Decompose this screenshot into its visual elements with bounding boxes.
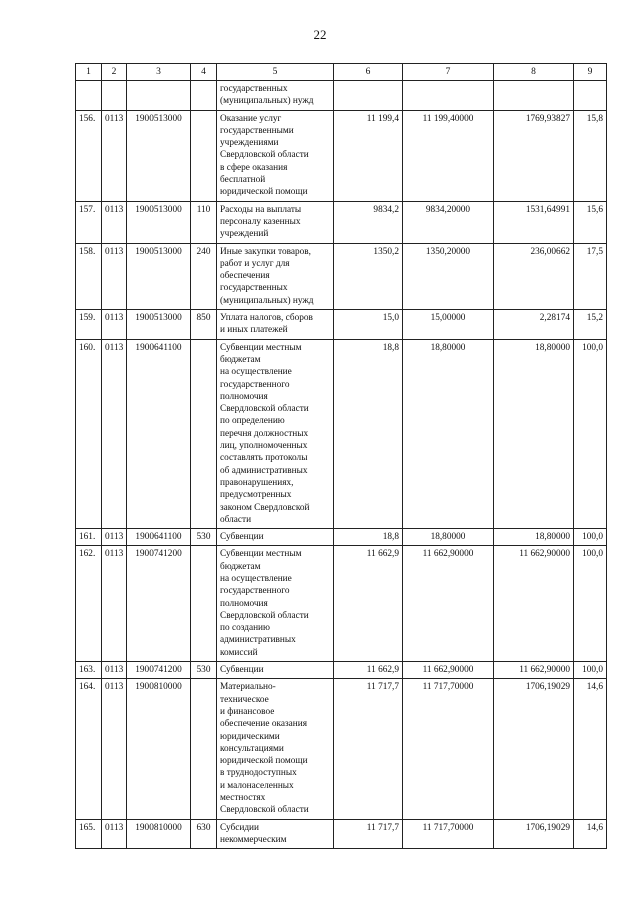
column-header: 1: [76, 64, 102, 81]
refined-amount-cell: 11 662,90000: [403, 662, 494, 679]
expense-type-cell: 630: [191, 819, 217, 849]
table-row: [76, 679, 607, 819]
executed-amount-cell: 18,80000: [494, 339, 574, 528]
refined-amount-cell: 15,00000: [403, 310, 494, 340]
percent-cell: 100,0: [574, 529, 607, 546]
table-row: [76, 81, 607, 111]
target-article-cell: 1900810000: [127, 819, 191, 849]
percent-cell: 100,0: [574, 546, 607, 662]
row-number-cell: 159.: [76, 310, 102, 340]
description-cell: Субвенции местным бюджетам на осуществление государственного полномочия Свердловской области по определению перечня должностных лиц, уполномоченных составлять протоколы об административных правонарушениях, предусмотренных законом Свердловской области: [217, 339, 334, 528]
row-number-cell: 156.: [76, 110, 102, 201]
percent-cell: 100,0: [574, 662, 607, 679]
row-number-cell: 158.: [76, 243, 102, 309]
column-header: 3: [127, 64, 191, 81]
expense-type-cell: [191, 81, 217, 111]
column-header: 6: [334, 64, 403, 81]
percent-cell: 14,6: [574, 679, 607, 819]
target-article-cell: 1900513000: [127, 243, 191, 309]
expense-type-cell: 530: [191, 529, 217, 546]
approved-amount-cell: 11 199,4: [334, 110, 403, 201]
approved-amount-cell: 1350,2: [334, 243, 403, 309]
column-header: 9: [574, 64, 607, 81]
section-code-cell: 0113: [102, 546, 127, 662]
approved-amount-cell: 15,0: [334, 310, 403, 340]
table-row: [76, 310, 607, 340]
expense-type-cell: [191, 679, 217, 819]
percent-cell: 15,6: [574, 201, 607, 243]
section-code-cell: 0113: [102, 310, 127, 340]
table-row: [76, 529, 607, 546]
executed-amount-cell: 1531,64991: [494, 201, 574, 243]
executed-amount-cell: 18,80000: [494, 529, 574, 546]
table-row: [76, 339, 607, 528]
percent-cell: 15,2: [574, 310, 607, 340]
table-header-row: [76, 64, 607, 81]
executed-amount-cell: 11 662,90000: [494, 662, 574, 679]
target-article-cell: 1900810000: [127, 679, 191, 819]
row-number-cell: 157.: [76, 201, 102, 243]
target-article-cell: 1900641100: [127, 529, 191, 546]
percent-cell: 100,0: [574, 339, 607, 528]
percent-cell: [574, 81, 607, 111]
description-cell: Уплата налогов, сборов и иных платежей: [217, 310, 334, 340]
description-cell: Оказание услуг государственными учреждениями Свердловской области в сфере оказания бесплатной юридической помощи: [217, 110, 334, 201]
target-article-cell: 1900513000: [127, 201, 191, 243]
executed-amount-cell: 1769,93827: [494, 110, 574, 201]
row-number-cell: [76, 81, 102, 111]
expense-type-cell: [191, 339, 217, 528]
column-header: 2: [102, 64, 127, 81]
row-number-cell: 162.: [76, 546, 102, 662]
description-cell: Субвенции: [217, 662, 334, 679]
description-cell: государственных (муниципальных) нужд: [217, 81, 334, 111]
approved-amount-cell: 11 717,7: [334, 679, 403, 819]
expense-type-cell: [191, 546, 217, 662]
approved-amount-cell: 18,8: [334, 529, 403, 546]
target-article-cell: 1900513000: [127, 310, 191, 340]
table-row: [76, 110, 607, 201]
section-code-cell: 0113: [102, 679, 127, 819]
refined-amount-cell: 18,80000: [403, 529, 494, 546]
section-code-cell: [102, 81, 127, 111]
refined-amount-cell: 11 199,40000: [403, 110, 494, 201]
executed-amount-cell: 2,28174: [494, 310, 574, 340]
description-cell: Субвенции: [217, 529, 334, 546]
refined-amount-cell: [403, 81, 494, 111]
row-number-cell: 164.: [76, 679, 102, 819]
expense-type-cell: 240: [191, 243, 217, 309]
refined-amount-cell: 1350,20000: [403, 243, 494, 309]
approved-amount-cell: [334, 81, 403, 111]
target-article-cell: 1900741200: [127, 662, 191, 679]
table-row: [76, 819, 607, 849]
table-row: [76, 546, 607, 662]
table-row: [76, 662, 607, 679]
approved-amount-cell: 11 717,7: [334, 819, 403, 849]
expense-type-cell: 110: [191, 201, 217, 243]
section-code-cell: 0113: [102, 662, 127, 679]
refined-amount-cell: 18,80000: [403, 339, 494, 528]
description-cell: Материально- техническое и финансовое обеспечение оказания юридическими консультациями юридической помощи в труднодоступных и малонаселенных местностях Свердловской области: [217, 679, 334, 819]
description-cell: Иные закупки товаров, работ и услуг для обеспечения государственных (муниципальных) нужд: [217, 243, 334, 309]
description-cell: Расходы на выплаты персоналу казенных учреждений: [217, 201, 334, 243]
approved-amount-cell: 11 662,9: [334, 546, 403, 662]
description-cell: Субсидии некоммерческим: [217, 819, 334, 849]
target-article-cell: 1900741200: [127, 546, 191, 662]
executed-amount-cell: 1706,19029: [494, 679, 574, 819]
approved-amount-cell: 9834,2: [334, 201, 403, 243]
row-number-cell: 165.: [76, 819, 102, 849]
section-code-cell: 0113: [102, 201, 127, 243]
column-header: 5: [217, 64, 334, 81]
percent-cell: 14,6: [574, 819, 607, 849]
refined-amount-cell: 11 717,70000: [403, 819, 494, 849]
approved-amount-cell: 11 662,9: [334, 662, 403, 679]
section-code-cell: 0113: [102, 819, 127, 849]
section-code-cell: 0113: [102, 529, 127, 546]
refined-amount-cell: 11 662,90000: [403, 546, 494, 662]
executed-amount-cell: 1706,19029: [494, 819, 574, 849]
executed-amount-cell: 236,00662: [494, 243, 574, 309]
section-code-cell: 0113: [102, 243, 127, 309]
percent-cell: 17,5: [574, 243, 607, 309]
section-code-cell: 0113: [102, 110, 127, 201]
description-cell: Субвенции местным бюджетам на осуществление государственного полномочия Свердловской области по созданию административных комиссий: [217, 546, 334, 662]
executed-amount-cell: [494, 81, 574, 111]
expense-type-cell: 530: [191, 662, 217, 679]
approved-amount-cell: 18,8: [334, 339, 403, 528]
column-header: 7: [403, 64, 494, 81]
column-header: 4: [191, 64, 217, 81]
column-header: 8: [494, 64, 574, 81]
target-article-cell: [127, 81, 191, 111]
expense-type-cell: [191, 110, 217, 201]
section-code-cell: 0113: [102, 339, 127, 528]
refined-amount-cell: 11 717,70000: [403, 679, 494, 819]
row-number-cell: 163.: [76, 662, 102, 679]
table-row: [76, 201, 607, 243]
executed-amount-cell: 11 662,90000: [494, 546, 574, 662]
target-article-cell: 1900513000: [127, 110, 191, 201]
page-number: 22: [313, 27, 327, 42]
target-article-cell: 1900641100: [127, 339, 191, 528]
budget-table: [75, 63, 607, 849]
table-row: [76, 243, 607, 309]
percent-cell: 15,8: [574, 110, 607, 201]
expense-type-cell: 850: [191, 310, 217, 340]
row-number-cell: 160.: [76, 339, 102, 528]
refined-amount-cell: 9834,20000: [403, 201, 494, 243]
row-number-cell: 161.: [76, 529, 102, 546]
